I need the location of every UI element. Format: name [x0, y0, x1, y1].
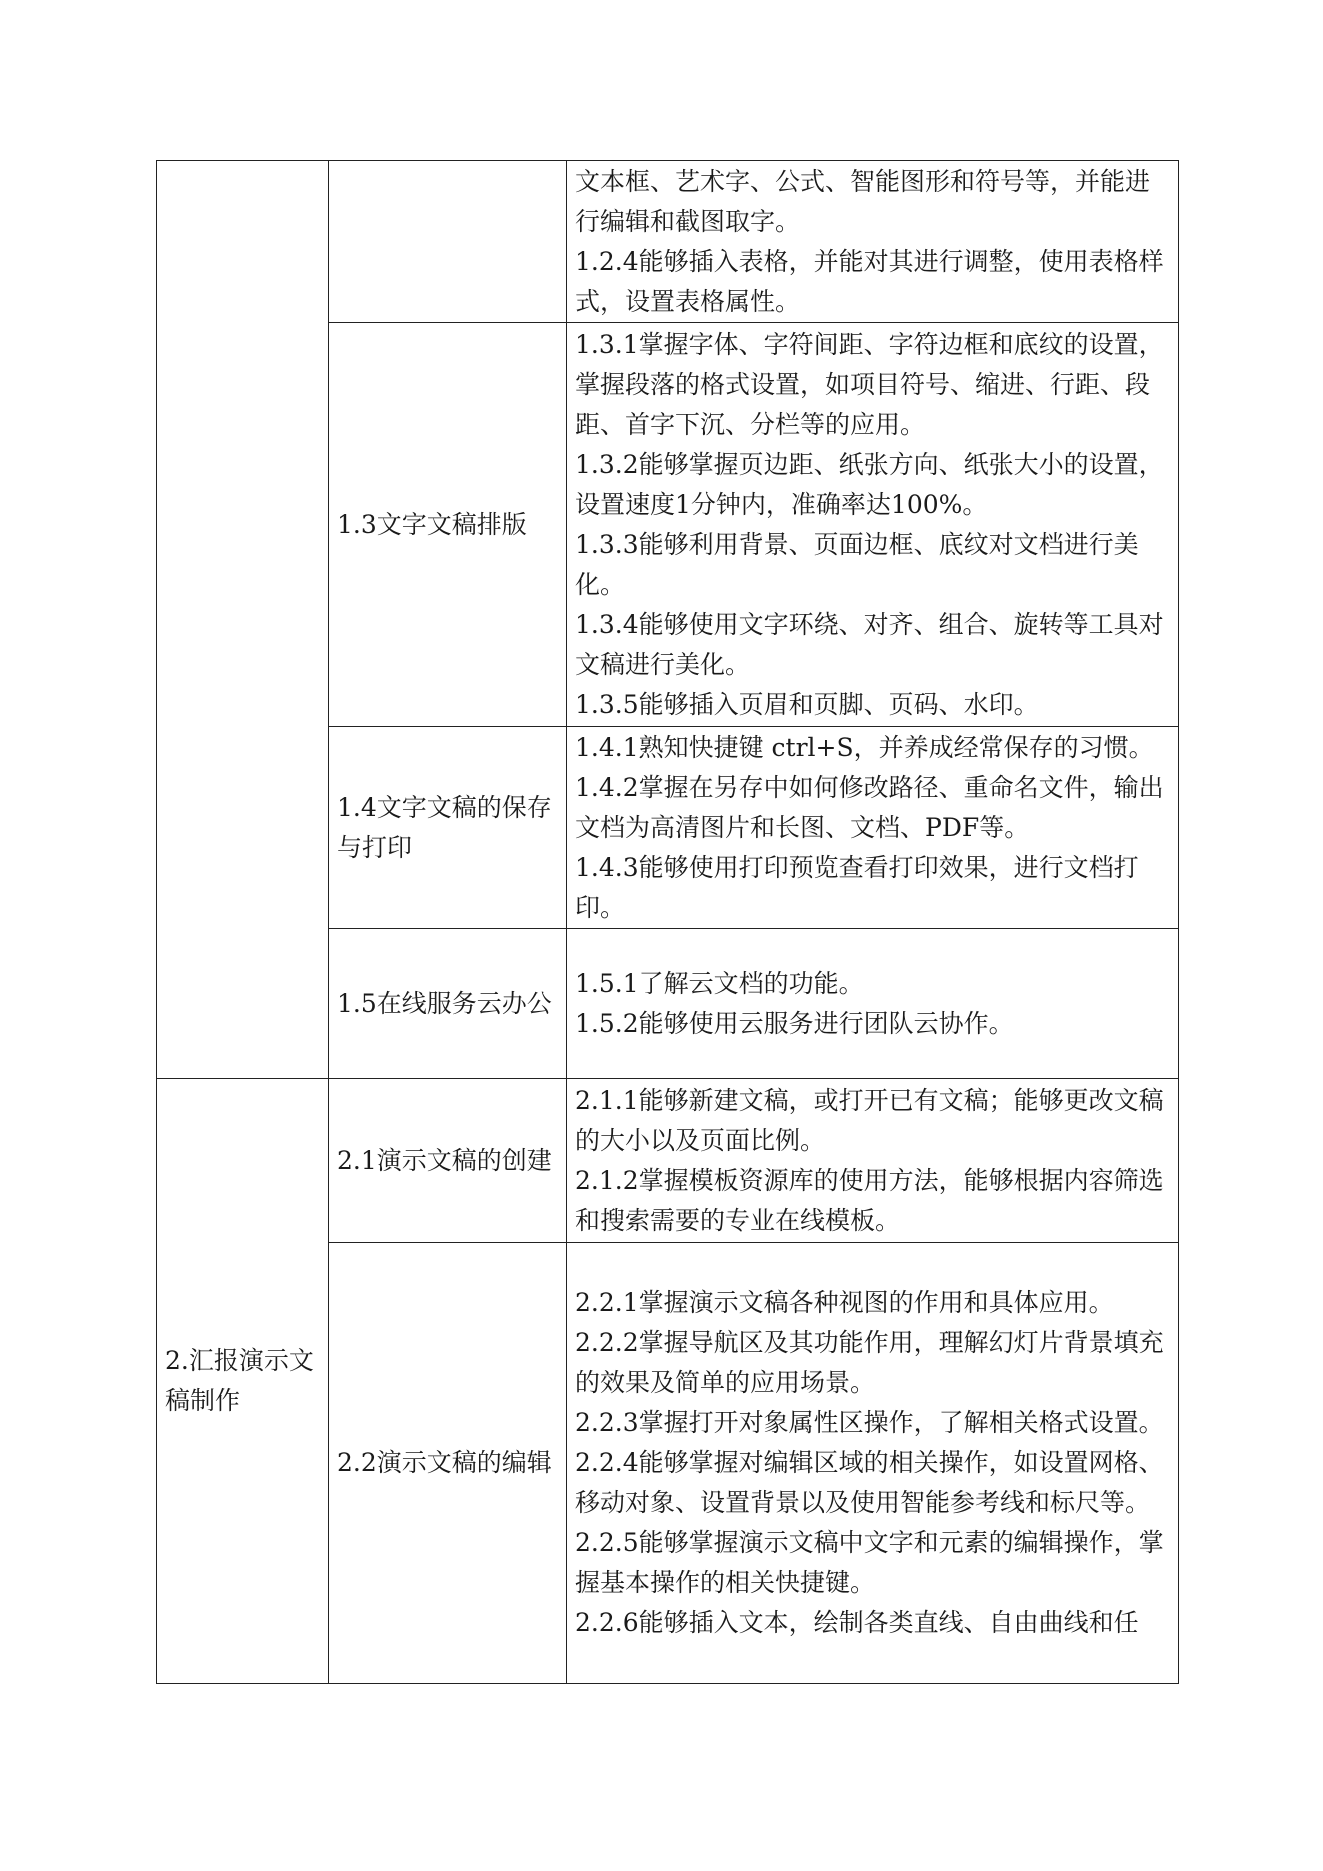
topic-cell: 1.5在线服务云办公: [329, 929, 567, 1079]
content-item: 1.3.3能够利用背景、页面边框、底纹对文档进行美化。: [575, 529, 1139, 599]
syllabus-table: [156, 160, 1179, 1684]
table-row: [157, 1079, 1179, 1243]
content-cell: [567, 727, 1179, 929]
content-item: 2.2.2掌握导航区及其功能作用，理解幻灯片背景填充的效果及简单的应用场景。: [575, 1328, 1164, 1397]
content-item: 2.1.1能够新建文稿，或打开已有文稿；能够更改文稿的大小以及页面比例。: [575, 1085, 1164, 1155]
topic-cell: 1.3文字文稿排版: [329, 323, 567, 727]
content-cell: [567, 1243, 1179, 1684]
content-item: 1.3.4能够使用文字环绕、对齐、组合、旋转等工具对文稿进行美化。: [575, 609, 1164, 679]
content-item: 2.2.4能够掌握对编辑区域的相关操作，如设置网格、移动对象、设置背景以及使用智能参考线和标尺等。: [575, 1448, 1164, 1517]
topic-cell: [329, 161, 567, 323]
content-item: 1.5.1了解云文档的功能。: [575, 968, 864, 998]
content-item: 1.4.1熟知快捷键 ctrl+S，并养成经常保存的习惯。: [575, 732, 1154, 762]
content-item: 2.2.3掌握打开对象属性区操作，了解相关格式设置。: [575, 1408, 1164, 1437]
content-item: 1.4.2掌握在另存中如何修改路径、重命名文件，输出文档为高清图片和长图、文档、PDF等。: [575, 772, 1164, 842]
table-row: [157, 161, 1179, 323]
module-cell: 2.汇报演示文稿制作: [157, 1079, 329, 1684]
content-item: 2.1.2掌握模板资源库的使用方法，能够根据内容筛选和搜索需要的专业在线模板。: [575, 1165, 1164, 1235]
content-item: 1.4.3能够使用打印预览查看打印效果，进行文档打印。: [575, 852, 1139, 922]
content-item: 2.2.5能够掌握演示文稿中文字和元素的编辑操作，掌握基本操作的相关快捷键。: [575, 1528, 1164, 1597]
module-cell: [157, 161, 329, 1079]
topic-cell: 2.1演示文稿的创建: [329, 1079, 567, 1243]
content-item: 1.2.4能够插入表格，并能对其进行调整，使用表格样式，设置表格属性。: [575, 246, 1164, 316]
content-cell: [567, 161, 1179, 323]
content-item: 文本框、艺术字、公式、智能图形和符号等，并能进行编辑和截图取字。: [575, 166, 1151, 236]
content-item: 2.2.6能够插入文本，绘制各类直线、自由曲线和任: [575, 1608, 1139, 1637]
content-item: 1.5.2能够使用云服务进行团队云协作。: [575, 1008, 1014, 1038]
content-item: 2.2.1掌握演示文稿各种视图的作用和具体应用。: [575, 1288, 1114, 1317]
content-cell: [567, 929, 1179, 1079]
content-cell: [567, 1079, 1179, 1243]
content-item: 1.3.5能够插入页眉和页脚、页码、水印。: [575, 689, 1039, 719]
content-item: 1.3.1掌握字体、字符间距、字符边框和底纹的设置，掌握段落的格式设置，如项目符号、缩进、行距、段距、首字下沉、分栏等的应用。: [575, 329, 1164, 439]
topic-cell: 2.2演示文稿的编辑: [329, 1243, 567, 1684]
topic-cell: 1.4文字文稿的保存与打印: [329, 727, 567, 929]
content-cell: [567, 323, 1179, 727]
content-item: 1.3.2能够掌握页边距、纸张方向、纸张大小的设置，设置速度1分钟内，准确率达100%。: [575, 449, 1164, 519]
